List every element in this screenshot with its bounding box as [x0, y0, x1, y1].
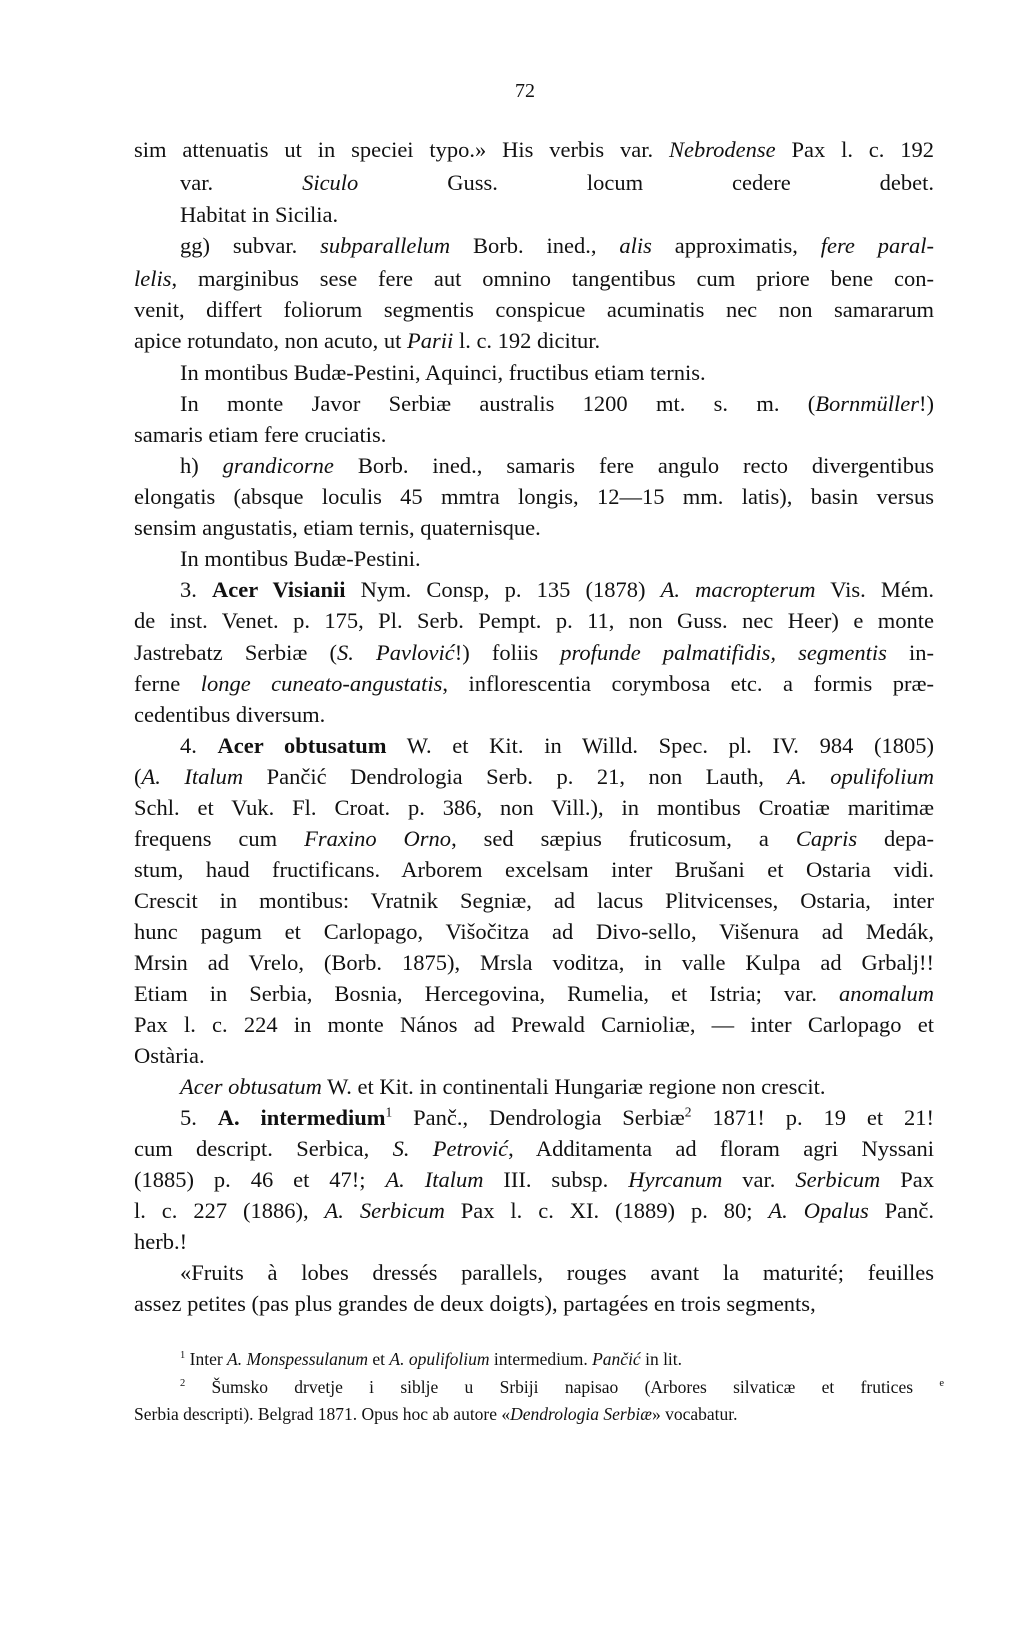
text-run: , marginibus sese fere aut omnino tangentibus cum priore bene con- [171, 266, 934, 291]
text-run: 2 [180, 1378, 186, 1390]
text-line [180, 1257, 934, 1288]
text-run: S. Petrović [392, 1136, 509, 1161]
text-line [134, 481, 934, 512]
text-run: Siculo [302, 170, 359, 195]
text-line [134, 605, 934, 636]
text-run: Ostària. [134, 1043, 205, 1068]
text-line [134, 325, 934, 356]
text-run: cum descript. Serbica, [134, 1136, 393, 1161]
text-run: intermedium. [489, 1349, 593, 1369]
text-run: venit, differt foliorum segmentis conspicue acuminatis nec non samararum [134, 297, 934, 322]
text-run: A. opulifolium [389, 1349, 490, 1369]
text-run: apice rotundato, non acuto, ut [134, 328, 408, 353]
text-run: Serbia descripti). Belgrad 1871. Opus hoc ab autore « [134, 1404, 511, 1424]
text-run: Guss. locum cedere debet. [358, 170, 934, 195]
text-run: W. et Kit. in continentali Hungariæ regione non crescit. [321, 1074, 826, 1099]
text-line [180, 1071, 934, 1102]
text-line [134, 1195, 934, 1226]
text-line [180, 543, 934, 574]
text-run: S. Pavlović [337, 640, 455, 665]
text-run: In montibus Budæ-Pestini, Aquinci, fructibus etiam ternis. [180, 360, 706, 385]
text-run: 4. [180, 733, 218, 758]
text-run: Nym. Consp, p. 135 (1878) [345, 577, 661, 602]
text-line [134, 854, 934, 885]
text-run: Parii [407, 328, 454, 353]
text-line [134, 1040, 934, 1071]
text-line [180, 357, 934, 388]
text-run: A. Italum [141, 764, 244, 789]
text-run: (1885) p. 46 et 47!; [134, 1167, 386, 1192]
text-line [134, 916, 934, 947]
text-run: Panč. [868, 1198, 935, 1223]
text-run: Šumsko drvetje i siblje u Srbiji napisao (Arbores silvaticæ et frutices [185, 1377, 940, 1397]
text-run: de inst. Venet. p. 175, Pl. Serb. Pempt. p. 11, non Guss. nec Heer) e monte [134, 608, 934, 633]
text-run: Capris [795, 826, 858, 851]
text-run: depa- [857, 826, 935, 851]
text-run: 1871! p. 19 et 21! [691, 1105, 934, 1130]
text-line [180, 230, 934, 261]
text-run: alis [619, 233, 652, 258]
text-line [134, 1009, 934, 1040]
text-line [134, 1226, 934, 1257]
text-run: W. et Kit. in Willd. Spec. pl. IV. 984 (1805) [386, 733, 934, 758]
text-run: 1 [385, 1104, 393, 1120]
text-line [180, 574, 934, 605]
text-line [134, 792, 934, 823]
text-run: ( [134, 764, 142, 789]
text-line [134, 947, 934, 978]
text-run: Acer obtusatum [217, 733, 387, 758]
footnote-line [180, 1347, 944, 1371]
text-line [134, 512, 934, 543]
text-run: 1 [180, 1350, 186, 1362]
text-run: stum, haud fructificans. Arborem excelsam inter Brušani et Ostaria vidi. [134, 857, 934, 882]
text-run: A. Italum [385, 1167, 484, 1192]
text-run: lelis [134, 266, 172, 291]
text-line [180, 199, 934, 230]
text-run: Mrsin ad Vrelo, (Borb. 1875), Mrsla voditza, in valle Kulpa ad Grbalj!! [134, 950, 934, 975]
text-run: Pax l. c. 192 [775, 137, 934, 162]
text-run: ferne [134, 671, 201, 696]
text-line [134, 699, 934, 730]
text-run: samaris etiam fere cruciatis. [134, 422, 387, 447]
text-line [134, 263, 934, 294]
text-run: Pax l. c. 224 in monte Nános ad Prewald Carnioliæ, — inter Carlopago et [134, 1012, 934, 1037]
text-run: , Additamenta ad floram agri Nyssani [508, 1136, 934, 1161]
text-run: Pax [880, 1167, 934, 1192]
text-run: sensim angustatis, etiam ternis, quaternisque. [134, 515, 541, 540]
text-run: var. [180, 170, 303, 195]
text-run: Pančić [592, 1349, 641, 1369]
text-run: Dendrologia Serbiæ [510, 1404, 652, 1424]
text-run: Bornmüller [815, 391, 919, 416]
text-run: A. opulifolium [787, 764, 934, 789]
text-run: frequens cum [134, 826, 305, 851]
text-line [134, 419, 934, 450]
text-line [180, 1102, 934, 1133]
text-run: , inflorescentia corymbosa etc. a formis præ- [442, 671, 934, 696]
footnote-line [180, 1375, 944, 1399]
text-run: elongatis (absque loculis 45 mmtra longis, 12—15 mm. latis), basin versus [134, 484, 934, 509]
text-line [134, 1288, 934, 1319]
text-line [180, 388, 934, 419]
text-line [180, 730, 934, 761]
text-run: » vocabatur. [651, 1404, 738, 1424]
text-run: A. Monspessulanum [227, 1349, 369, 1369]
text-run: !) [919, 391, 934, 416]
text-run: Panč., Dendrologia Serbiæ [392, 1105, 685, 1130]
text-run: A. intermedium [217, 1105, 386, 1130]
text-run: in- [886, 640, 934, 665]
text-run: A. Opalus [768, 1198, 869, 1223]
text-line [134, 761, 934, 792]
text-run: Schl. et Vuk. Fl. Croat. p. 386, non Vill.), in montibus Croatiæ maritimæ [134, 795, 934, 820]
text-line [134, 823, 934, 854]
text-run: l. c. 227 (1886), [134, 1198, 325, 1223]
text-run: fere paral- [820, 233, 934, 258]
text-run: Serbicum [795, 1167, 881, 1192]
text-run: grandicorne [222, 453, 334, 478]
text-run: Borb. ined., samaris fere angulo recto divergentibus [333, 453, 934, 478]
text-run: Borb. ined., [450, 233, 620, 258]
text-run: anomalum [839, 981, 934, 1006]
text-run: Hyrcanum [628, 1167, 723, 1192]
text-run: Pax l. c. XI. (1889) p. 80; [444, 1198, 769, 1223]
text-run: Vis. Mém. [815, 577, 934, 602]
text-run: sim attenuatis ut in speciei typo.» His verbis var. [134, 137, 669, 162]
text-line [134, 294, 934, 325]
text-run: 3. [180, 577, 212, 602]
text-run: 2 [684, 1104, 692, 1120]
text-run: A. Serbicum [324, 1198, 445, 1223]
text-run: Inter [185, 1349, 228, 1369]
text-run: gg) subvar. [180, 233, 321, 258]
text-run: In monte Javor Serbiæ australis 1200 mt. s. m. ( [180, 391, 816, 416]
text-run: e [939, 1378, 944, 1390]
text-run: !) foliis [454, 640, 561, 665]
text-run: subparallelum [320, 233, 451, 258]
text-run: Etiam in Serbia, Bosnia, Hercegovina, Rumelia, et Istria; var. [134, 981, 839, 1006]
text-line [134, 1133, 934, 1164]
text-line [180, 167, 934, 198]
text-run: assez petites (pas plus grandes de deux doigts), partagées en trois segments, [134, 1291, 816, 1316]
text-run: hunc pagum et Carlopago, Višočitza ad Divo-sello, Višenura ad Medák, [134, 919, 934, 944]
page-number: 72 [515, 80, 535, 102]
text-run: Pančić Dendrologia Serb. p. 21, non Lauth, [243, 764, 788, 789]
text-run: et [368, 1349, 390, 1369]
text-run: in lit. [640, 1349, 683, 1369]
text-run: longe cuneato-angustatis [200, 671, 443, 696]
footnote-line [134, 1402, 944, 1426]
text-run: Nebrodense [668, 137, 776, 162]
text-run: herb.! [134, 1229, 188, 1254]
text-run: In montibus Budæ-Pestini. [180, 546, 421, 571]
text-run: l. c. 192 dicitur. [453, 328, 601, 353]
text-run: 5. [180, 1105, 218, 1130]
text-line [134, 978, 934, 1009]
text-run: Habitat in Sicilia. [180, 202, 339, 227]
text-run: «Fruits à lobes dressés parallels, rouges avant la maturité; feuilles [180, 1260, 934, 1285]
text-run: profunde palmatifidis, segmentis [560, 640, 887, 665]
text-line [134, 885, 934, 916]
text-run: Jastrebatz Serbiæ ( [134, 640, 337, 665]
text-run: Acer obtusatum [180, 1074, 322, 1099]
text-line [134, 637, 934, 668]
text-line [134, 1164, 934, 1195]
text-line [134, 134, 934, 165]
text-run: Crescit in montibus: Vratnik Segniæ, ad lacus Plitvicenses, Ostaria, inter [134, 888, 934, 913]
text-run: A. macropterum [660, 577, 816, 602]
text-run: h) [180, 453, 223, 478]
text-run: , sed sæpius fruticosum, a [451, 826, 796, 851]
text-run: III. subsp. [483, 1167, 629, 1192]
text-line [180, 450, 934, 481]
text-run: Fraxino Orno [304, 826, 452, 851]
text-run: Acer Visianii [212, 577, 346, 602]
text-run: cedentibus diversum. [134, 702, 326, 727]
text-run: approximatis, [651, 233, 821, 258]
text-run: var. [722, 1167, 796, 1192]
text-line [134, 668, 934, 699]
